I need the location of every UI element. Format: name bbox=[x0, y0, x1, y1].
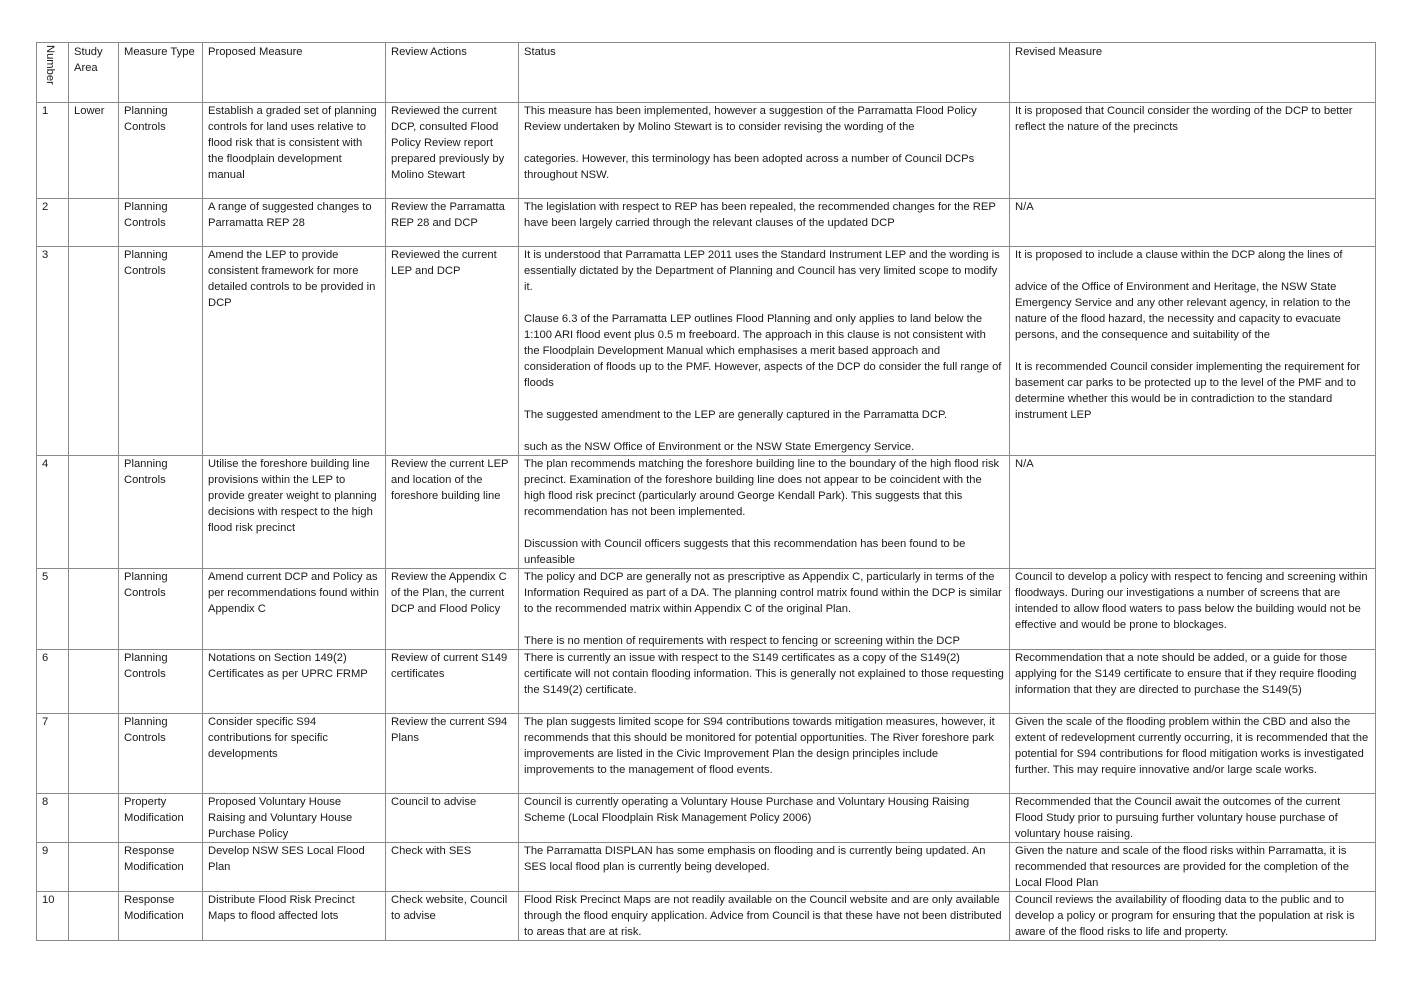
header-study-area: Study Area bbox=[69, 43, 119, 103]
status-paragraph: Council is currently operating a Voluntary House Purchase and Voluntary Housing Raising Scheme (Local Floodplain Risk Management Policy 2006) bbox=[524, 796, 970, 824]
cell-revised-measure bbox=[1010, 456, 1376, 569]
cell-revised-measure bbox=[1010, 843, 1376, 892]
status-paragraph: The suggested amendment to the LEP are generally captured in the Parramatta DCP. bbox=[524, 409, 948, 421]
header-measure-type: Measure Type bbox=[119, 43, 203, 103]
cell-review-actions: Review the current S94 Plans bbox=[386, 714, 519, 794]
cell-status bbox=[519, 843, 1010, 892]
cell-measure-type: Response Modification bbox=[119, 843, 203, 892]
cell-revised-measure bbox=[1010, 103, 1376, 199]
header-revised-measure: Revised Measure bbox=[1010, 43, 1376, 103]
cell-measure-type: Planning Controls bbox=[119, 650, 203, 714]
cell-study-area bbox=[69, 569, 119, 650]
cell-revised-measure bbox=[1010, 794, 1376, 843]
header-number bbox=[37, 43, 69, 103]
cell-number: 10 bbox=[37, 892, 69, 941]
table-row bbox=[37, 714, 1376, 794]
status-paragraph: The plan suggests limited scope for S94 contributions towards mitigation measures, however, it recommends that this should be monitored for potential opportunities. The River foreshore park improvements are listed in the Civic Improvement Plan the design principles include improvements to the management of flood events. bbox=[524, 716, 995, 776]
status-paragraph: The Parramatta DISPLAN has some emphasis on flooding and is currently being updated. An SES local flood plan is currently being developed. bbox=[524, 845, 986, 873]
status-paragraph: The legislation with respect to REP has been repealed, the recommended changes for the REP have been largely carried through the relevant clauses of the updated DCP bbox=[524, 201, 996, 229]
cell-number: 5 bbox=[37, 569, 69, 650]
cell-review-actions: Review the current LEP and location of the foreshore building line bbox=[386, 456, 519, 569]
cell-measure-type: Response Modification bbox=[119, 892, 203, 941]
status-paragraph: This measure has been implemented, however a suggestion of the Parramatta Flood Policy Review undertaken by Molino Stewart is to consider revising the wording of the bbox=[524, 105, 977, 133]
table-row bbox=[37, 456, 1376, 569]
cell-revised-measure bbox=[1010, 569, 1376, 650]
cell-measure-type: Planning Controls bbox=[119, 247, 203, 456]
cell-review-actions: Reviewed the current DCP, consulted Flood Policy Review report prepared previously by Molino Stewart bbox=[386, 103, 519, 199]
cell-status bbox=[519, 569, 1010, 650]
cell-study-area bbox=[69, 843, 119, 892]
cell-study-area bbox=[69, 650, 119, 714]
cell-measure-type: Planning Controls bbox=[119, 103, 203, 199]
revised-paragraph: N/A bbox=[1015, 201, 1034, 213]
table-row bbox=[37, 794, 1376, 843]
revised-paragraph: It is recommended Council consider implementing the requirement for basement car parks to be protected up to the level of the PMF and to determine whether this would be in contradiction to the standard instrument LEP bbox=[1015, 361, 1361, 421]
cell-status bbox=[519, 714, 1010, 794]
revised-paragraph: Council to develop a policy with respect to fencing and screening within floodways. During our investigations a number of screens that are intended to allow flood waters to pass below the building would not be effective and would be prone to blockages. bbox=[1015, 571, 1368, 631]
cell-status bbox=[519, 247, 1010, 456]
cell-study-area bbox=[69, 794, 119, 843]
cell-measure-type: Planning Controls bbox=[119, 199, 203, 247]
table-row bbox=[37, 199, 1376, 247]
revised-paragraph: Given the nature and scale of the flood risks within Parramatta, it is recommended that resources are provided for the completion of the Local Flood Plan bbox=[1015, 845, 1349, 889]
cell-status bbox=[519, 199, 1010, 247]
cell-review-actions: Council to advise bbox=[386, 794, 519, 843]
header-proposed-measure: Proposed Measure bbox=[203, 43, 386, 103]
table-row bbox=[37, 892, 1376, 941]
cell-study-area: Lower bbox=[69, 103, 119, 199]
status-paragraph: Clause 6.3 of the Parramatta LEP outlines Flood Planning and only applies to land below the 1:100 ARI flood event plus 0.5 m freeboard. The approach in this clause is not consistent with the Floodplain Development Manual which emphasises a merit based approach and consideration of floods up to the PMF. However, aspects of the DCP do consider the full range of floods bbox=[524, 313, 1002, 389]
cell-status bbox=[519, 103, 1010, 199]
status-paragraph: There is no mention of requirements with respect to fencing or screening within the DCP bbox=[524, 635, 960, 647]
cell-review-actions: Check website, Council to advise bbox=[386, 892, 519, 941]
status-paragraph: There is currently an issue with respect to the S149 certificates as a copy of the S149(2) certificate will not contain flooding information. This is generally not explained to those requesting the S149(2) certificate. bbox=[524, 652, 1004, 696]
cell-proposed-measure: Amend current DCP and Policy as per recommendations found within Appendix C bbox=[203, 569, 386, 650]
cell-review-actions: Review the Parramatta REP 28 and DCP bbox=[386, 199, 519, 247]
cell-review-actions: Review the Appendix C of the Plan, the current DCP and Flood Policy bbox=[386, 569, 519, 650]
cell-revised-measure bbox=[1010, 199, 1376, 247]
cell-proposed-measure: Establish a graded set of planning controls for land uses relative to flood risk that is consistent with the floodplain development manual bbox=[203, 103, 386, 199]
revised-paragraph: Recommendation that a note should be added, or a guide for those applying for the S149 certificate to ensure that if they require flooding information that they are directed to purchase the S149(5) bbox=[1015, 652, 1357, 696]
cell-revised-measure bbox=[1010, 892, 1376, 941]
cell-proposed-measure: Proposed Voluntary House Raising and Voluntary House Purchase Policy bbox=[203, 794, 386, 843]
status-paragraph: categories. However, this terminology has been adopted across a number of Council DCPs throughout NSW. bbox=[524, 153, 975, 181]
cell-measure-type: Planning Controls bbox=[119, 714, 203, 794]
revised-paragraph: Recommended that the Council await the outcomes of the current Flood Study prior to pursuing further voluntary house purchase of voluntary house raising. bbox=[1015, 796, 1341, 840]
revised-paragraph: Council reviews the availability of flooding data to the public and to develop a policy or program for ensuring that the population at risk is aware of the flood risks to life and property. bbox=[1015, 894, 1355, 938]
table-row bbox=[37, 569, 1376, 650]
cell-measure-type: Planning Controls bbox=[119, 569, 203, 650]
cell-measure-type: Planning Controls bbox=[119, 456, 203, 569]
status-paragraph: The policy and DCP are generally not as prescriptive as Appendix C, particularly in terms of the Information Required as part of a DA. The planning control matrix found within the DCP is similar to the recommended matrix within Appendix C of the original Plan. bbox=[524, 571, 1002, 615]
table-row bbox=[37, 843, 1376, 892]
cell-number: 7 bbox=[37, 714, 69, 794]
header-number-label: Number bbox=[44, 45, 56, 85]
cell-number: 1 bbox=[37, 103, 69, 199]
cell-status bbox=[519, 794, 1010, 843]
cell-study-area bbox=[69, 199, 119, 247]
flood-measures-table bbox=[36, 42, 1376, 941]
cell-status bbox=[519, 650, 1010, 714]
cell-number: 9 bbox=[37, 843, 69, 892]
cell-review-actions: Review of current S149 certificates bbox=[386, 650, 519, 714]
cell-proposed-measure: Consider specific S94 contributions for specific developments bbox=[203, 714, 386, 794]
cell-study-area bbox=[69, 892, 119, 941]
cell-number: 4 bbox=[37, 456, 69, 569]
revised-paragraph: It is proposed to include a clause within the DCP along the lines of bbox=[1015, 249, 1343, 261]
revised-paragraph: It is proposed that Council consider the wording of the DCP to better reflect the nature of the precincts bbox=[1015, 105, 1353, 133]
revised-paragraph: Given the scale of the flooding problem within the CBD and also the extent of redevelopment currently occurring, it is recommended that the potential for S94 contributions for flood mitigation works is investigated further. This may require innovative and/or large scale works. bbox=[1015, 716, 1369, 776]
cell-proposed-measure: Develop NSW SES Local Flood Plan bbox=[203, 843, 386, 892]
table-row bbox=[37, 247, 1376, 456]
cell-number: 8 bbox=[37, 794, 69, 843]
table-row bbox=[37, 650, 1376, 714]
cell-status bbox=[519, 892, 1010, 941]
cell-revised-measure bbox=[1010, 247, 1376, 456]
cell-proposed-measure: Amend the LEP to provide consistent framework for more detailed controls to be provided in DCP bbox=[203, 247, 386, 456]
cell-study-area bbox=[69, 714, 119, 794]
table-row bbox=[37, 103, 1376, 199]
cell-number: 2 bbox=[37, 199, 69, 247]
revised-paragraph: advice of the Office of Environment and Heritage, the NSW State Emergency Service and any other relevant agency, in relation to the nature of the flood hazard, the necessity and capacity to evacuate persons, and the consequence and suitability of the bbox=[1015, 281, 1351, 341]
cell-study-area bbox=[69, 456, 119, 569]
cell-proposed-measure: Distribute Flood Risk Precinct Maps to flood affected lots bbox=[203, 892, 386, 941]
status-paragraph: The plan recommends matching the foreshore building line to the boundary of the high flood risk precinct. Examination of the foreshore building line does not appear to be coincident with the high flood risk precinct (particularly around George Kendall Park). This suggests that this recommendation has not been implemented. bbox=[524, 458, 1000, 518]
header-status: Status bbox=[519, 43, 1010, 103]
cell-number: 3 bbox=[37, 247, 69, 456]
cell-status bbox=[519, 456, 1010, 569]
cell-number: 6 bbox=[37, 650, 69, 714]
status-paragraph: Discussion with Council officers suggests that this recommendation has been found to be unfeasible bbox=[524, 538, 966, 566]
cell-measure-type: Property Modification bbox=[119, 794, 203, 843]
cell-proposed-measure: A range of suggested changes to Parramatta REP 28 bbox=[203, 199, 386, 247]
cell-proposed-measure: Notations on Section 149(2) Certificates as per UPRC FRMP bbox=[203, 650, 386, 714]
cell-review-actions: Reviewed the current LEP and DCP bbox=[386, 247, 519, 456]
status-paragraph: such as the NSW Office of Environment or the NSW State Emergency Service. bbox=[524, 441, 915, 453]
cell-revised-measure bbox=[1010, 714, 1376, 794]
cell-proposed-measure: Utilise the foreshore building line provisions within the LEP to provide greater weight to planning decisions with respect to the high flood risk precinct bbox=[203, 456, 386, 569]
revised-paragraph: N/A bbox=[1015, 458, 1034, 470]
header-row bbox=[37, 43, 1376, 103]
cell-review-actions: Check with SES bbox=[386, 843, 519, 892]
cell-revised-measure bbox=[1010, 650, 1376, 714]
status-paragraph: It is understood that Parramatta LEP 2011 uses the Standard Instrument LEP and the wording is essentially dictated by the Department of Planning and Council has very limited scope to modify it. bbox=[524, 249, 1000, 293]
header-review-actions: Review Actions bbox=[386, 43, 519, 103]
status-paragraph: Flood Risk Precinct Maps are not readily available on the Council website and are only available through the flood enquiry application. Advice from Council is that these have not been distributed to areas that are at risk. bbox=[524, 894, 1002, 938]
cell-study-area bbox=[69, 247, 119, 456]
